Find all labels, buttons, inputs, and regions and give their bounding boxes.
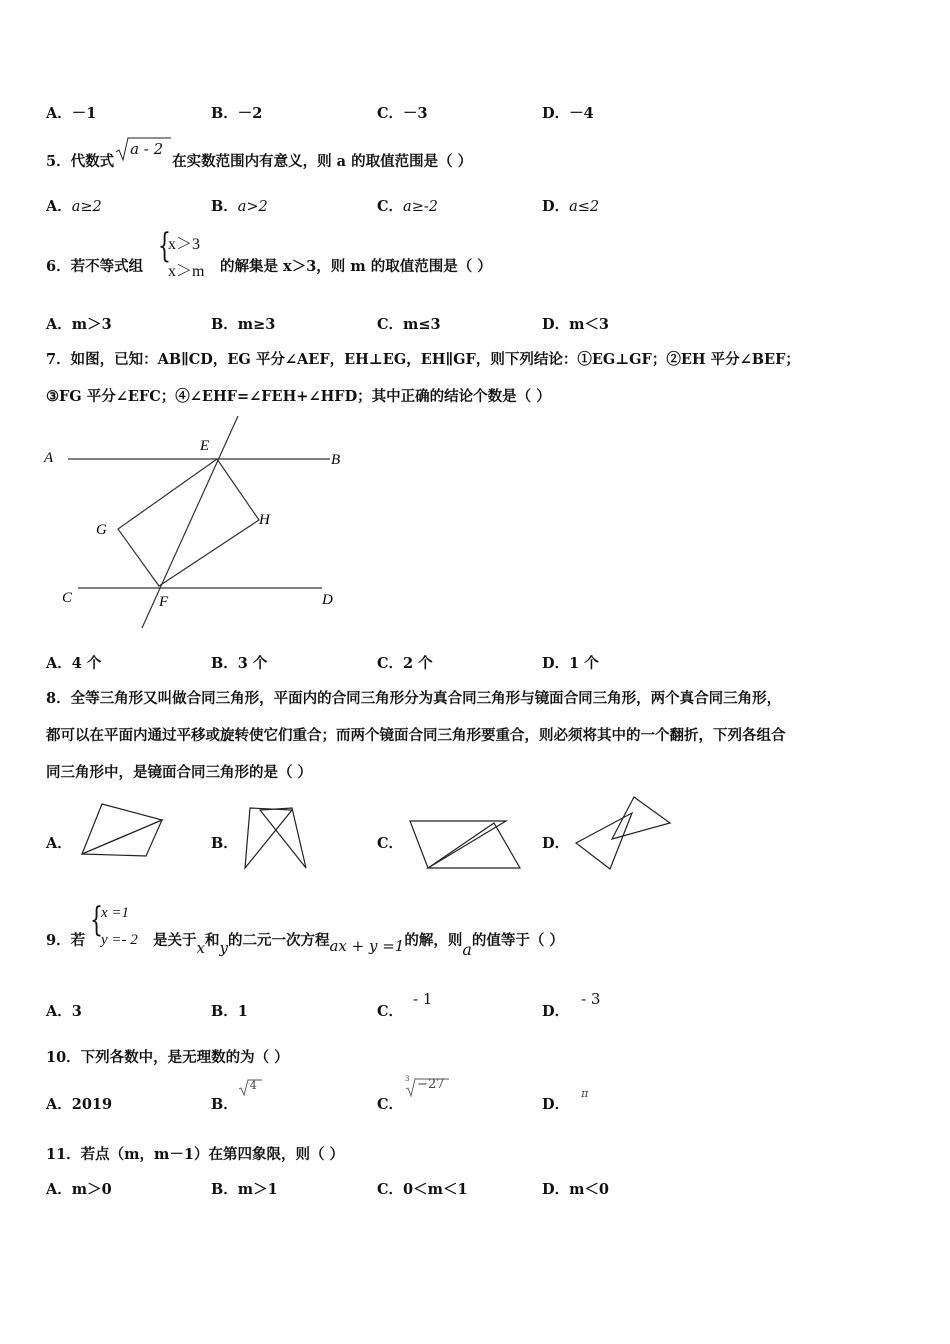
q8-line3: 同三角形中，是镜面合同三角形的是（ ） [46, 764, 313, 781]
label-a: A [44, 450, 54, 466]
label-b: B [331, 452, 341, 468]
q10-stem: 10．下列各数中，是无理数的为（ ） [46, 1049, 289, 1066]
label-d: D [322, 592, 333, 608]
q11-option-c: C．0＜m＜1 [377, 1181, 468, 1198]
q11-option-d: D．m＜0 [542, 1181, 610, 1198]
q10-cbrt-neg27: 3 −27 [403, 1093, 449, 1109]
q7-option-c: C．2 个 [377, 655, 433, 672]
q9-eq2: y =- 2 [101, 932, 138, 948]
q6-ineq1: x＞3 [168, 236, 201, 253]
q11-option-a: A．m＞0 [46, 1181, 112, 1198]
q8-figure-a [76, 800, 168, 862]
q11-stem: 11．若点（m，m－1）在第四象限，则（ ） [46, 1146, 344, 1163]
q6-prefix: 6．若不等式组 [46, 258, 144, 275]
label-g: G [96, 522, 107, 538]
q4-option-a: A．－1 [46, 105, 97, 122]
q6-option-d: D．m＜3 [542, 316, 610, 333]
q7-option-a: A．4 个 [46, 655, 102, 672]
q5-option-a: A．a≥2 [46, 198, 102, 215]
transversal-ef [142, 416, 238, 628]
q6-option-c: C．m≤3 [377, 316, 441, 333]
q9-option-a: A．3 [46, 1003, 82, 1020]
q11-option-b: B．m＞1 [211, 1181, 278, 1198]
q10-option-d: D．$^\pi$ [542, 1087, 589, 1113]
q9-option-d: D．- 3 [542, 990, 601, 1020]
q8-option-a-label: A． [46, 835, 72, 852]
q9-var-y: y [219, 939, 228, 957]
q6-option-a: A．m＞3 [46, 316, 112, 333]
q9-stem-rest: 是关于x和y的二元一次方程ax + y =1的解，则a的值等于（ ） [153, 932, 564, 959]
q5-prefix: 5．代数式 [46, 153, 115, 170]
q5-stem [46, 140, 473, 171]
q9-equation: ax + y =1 [329, 937, 405, 955]
q9-option-b: B．1 [211, 1003, 248, 1020]
q8-figure-b [240, 804, 312, 872]
q8-option-d-label: D． [542, 835, 570, 852]
q6-suffix: 的解集是 x＞3，则 m 的取值范围是（ ） [220, 258, 492, 275]
q10-sqrt4: 4 [238, 1093, 264, 1109]
q10-option-a: A．2019 [46, 1096, 113, 1113]
q8-line2: 都可以在平面内通过平移或旋转使它们重合；而两个镜面合同三角形要重合，则必须将其中的一个翻折，下列各组合 [46, 727, 786, 744]
q5-option-d: D．a≤2 [542, 198, 600, 215]
q8-figure-d [572, 793, 674, 873]
q9-var-x: x [196, 939, 205, 957]
q7-option-d: D．1 个 [542, 655, 599, 672]
q9-prefix: 9．若 [46, 932, 86, 949]
q9-eq1: x =1 [101, 905, 130, 921]
q7-line1: 7．如图，已知：AB∥CD，EG 平分∠AEF，EH⊥EG，EH∥GF，则下列结论：①EG⊥GF；②EH 平分∠BEF； [46, 351, 800, 368]
q10-option-c: C． 3 −27 [377, 1093, 449, 1114]
label-c: C [62, 590, 73, 606]
q5-option-c: C．a≥-2 [377, 198, 438, 215]
q6-ineq2: x＞m [168, 263, 205, 280]
label-h: H [259, 512, 270, 528]
q4-option-b: B．－2 [211, 105, 263, 122]
q8-line1: 8．全等三角形又叫做合同三角形，平面内的合同三角形分为真合同三角形与镜面合同三角形，两个真合同三角形， [46, 690, 782, 707]
q4-option-d: D．－4 [542, 105, 594, 122]
q5-radicand: a - 2 [130, 140, 164, 158]
left-brace-icon: { [158, 226, 171, 266]
q9-option-c: C．- 1 [377, 990, 433, 1020]
q7-figure [40, 412, 360, 634]
q7-option-b: B．3 个 [211, 655, 268, 672]
q7-line2: ③FG 平分∠EFC；④∠EHF=∠FEH+∠HFD；其中正确的结论个数是（ ） [46, 388, 551, 405]
left-brace-icon: { [90, 900, 103, 940]
q5-option-b: B．a>2 [211, 198, 268, 215]
q6-option-b: B．m≥3 [211, 316, 276, 333]
q10-option-b: B． 4 [211, 1093, 264, 1114]
q4-option-c: C．－3 [377, 105, 428, 122]
parallelogram-eghf [118, 459, 259, 586]
q8-option-c-label: C． [377, 835, 404, 852]
q5-suffix: 在实数范围内有意义，则 a 的取值范围是（ ） [172, 153, 473, 170]
label-f: F [159, 594, 169, 610]
q5-radical [114, 140, 172, 168]
label-e: E [200, 438, 210, 454]
q8-figure-c [408, 818, 524, 874]
q9-var-a: a [462, 940, 472, 959]
q8-option-b-label: B． [211, 835, 238, 852]
